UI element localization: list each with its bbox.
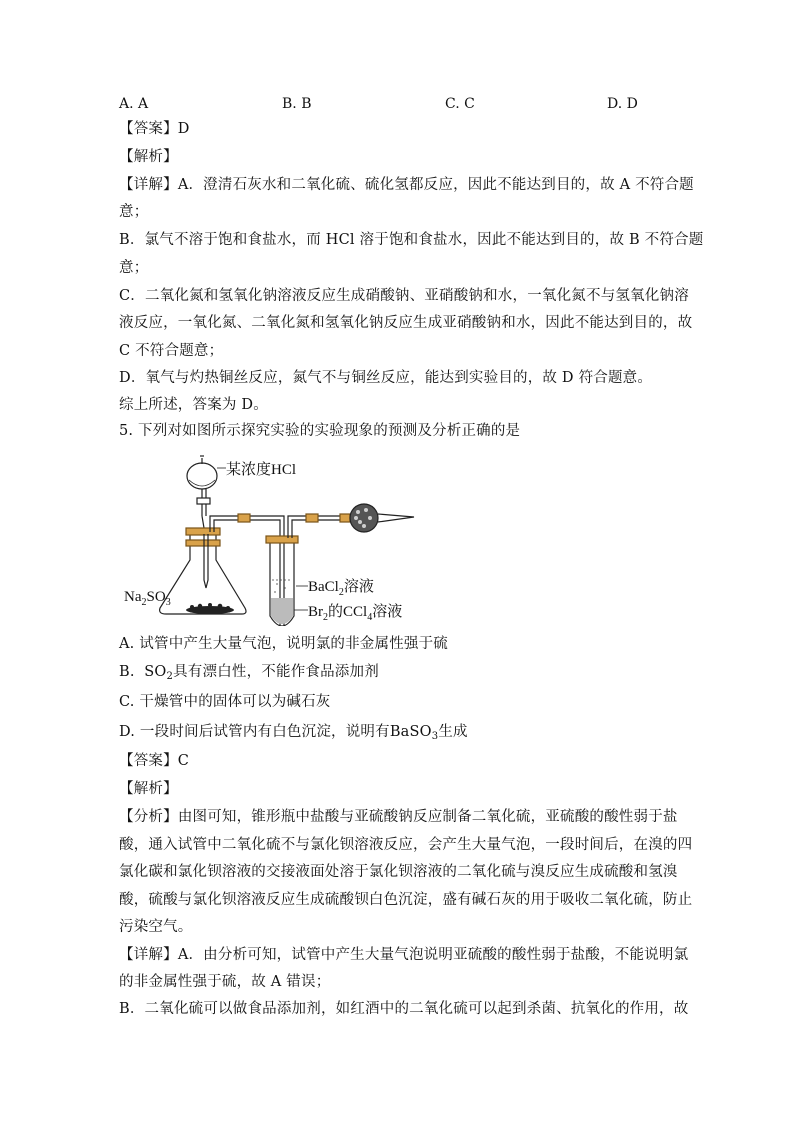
q4-detail-line-5: C．二氧化氮和氢氧化钠溶液反应生成硝酸钠、亚硝酸钠和水，一氧化氮不与氢氧化钠溶 [119,288,689,304]
q4-detail-line-8: D．氧气与灼热铜丝反应，氮气不与铜丝反应，能达到实验目的，故 D 符合题意。 [119,370,653,386]
q5-fenxi-line-5: 污染空气。 [119,919,193,935]
q5-fenxi-label: 【分析】 [119,809,178,825]
prev-option-d: D. D [607,96,638,112]
q5-answer: 【答案】C [119,753,190,769]
q5-option-b: B. $SO_2$具有漂白性，不能作食品添加剂 [119,664,379,682]
q4-detail-label: 【详解】 [119,177,178,193]
prev-option-b: B. B [282,96,312,112]
q5-fenxi-line-1: 【分析】由图可知，锥形瓶中盐酸与亚硫酸钠反应制备二氧化硫，亚硫酸的酸性弱于盐 [119,809,678,825]
test-tube-stopper [266,536,298,543]
q5-option-a: A. 试管中产生大量气泡，说明氯的非金属性强于硫 [119,636,448,652]
q5-stem: 5. 下列对如图所示探究实验的实验现象的预测及分析正确的是 [119,423,521,439]
flask-stopper-top [186,528,220,535]
q5-detail-line-1: 【详解】A．由分析可知，试管中产生大量气泡说明亚硫酸的酸性弱于盐酸，不能说明氯 [119,947,689,963]
q4-detail-line-1 [119,175,694,195]
label-br2-ccl4: $Br_2$的CCl$_4$溶液 [308,604,403,623]
q5-fenxi-line-4: 酸，硫酸与氯化钡溶液反应生成硫酸钡白色沉淀，盛有碱石灰的用于吸收二氧化硫，防止 [119,892,693,908]
q4-detail-line-7: C 不符合题意； [119,343,224,359]
q5-fenxi-line-3: 氯化碳和氯化钡溶液的交接液面处溶于氯化钡溶液的二氧化硫与溴反应生成硫酸和氢溴 [119,864,678,880]
label-bacl2: BaCl$_2$溶液 [308,579,374,598]
q4-detail-text-1: A．澄清石灰水和二氧化硫、硫化氢都反应，因此不能达到目的，故 A 不符合题 [177,177,694,193]
bromine-ccl4-layer [271,598,293,624]
q5-option-d: D. 一段时间后试管内有白色沉淀，说明有BaSO$_3$生成 [119,724,468,742]
q5-analysis-head: 【解析】 [119,781,178,797]
q4-analysis-head: 【解析】 [119,149,178,165]
q4-detail-line-6: 液反应，一氧化氮、二氧化氮和氢氧化钠反应生成亚硝酸钠和水，因此不能达到目的，故 [119,315,693,331]
prev-option-c: C. C [445,96,475,112]
q4-detail-line-2: 意； [119,204,149,220]
q4-detail-line-3: B．氯气不溶于饱和食盐水，而 HCl 溶于饱和食盐水，因此不能达到目的，故 B 不符合题 [119,232,704,248]
label-na2so3: $Na_2SO_3$ [124,589,171,608]
q5-detail-label: 【详解】 [119,947,178,963]
apparatus-diagram [118,448,418,626]
q4-detail-line-4: 意； [119,260,149,276]
q5-option-c: C. 干燥管中的固体可以为碱石灰 [119,694,331,710]
q5-fenxi-line-2: 酸，通入试管中二氧化硫不与氯化钡溶液反应，会产生大量气泡，一段时间后，在溴的四 [119,837,693,853]
label-hcl: 某浓度HCl [226,462,297,478]
q5-detail-line-3: B．二氧化硫可以做食品添加剂，如红酒中的二氧化硫可以起到杀菌、抗氧化的作用，故 [119,1001,689,1017]
funnel-stopcock [197,498,210,504]
sodium-sulfite-solid [186,603,234,614]
q4-answer: 【答案】D [119,121,190,137]
flask-stopper-bottom [186,540,220,546]
separatory-funnel [187,463,217,489]
prev-option-a: A. A [119,96,149,112]
q5-detail-line-2: 的非金属性强于硫，故 A 错误； [119,974,331,990]
q4-conclusion: 综上所述，答案为 D。 [119,397,268,413]
